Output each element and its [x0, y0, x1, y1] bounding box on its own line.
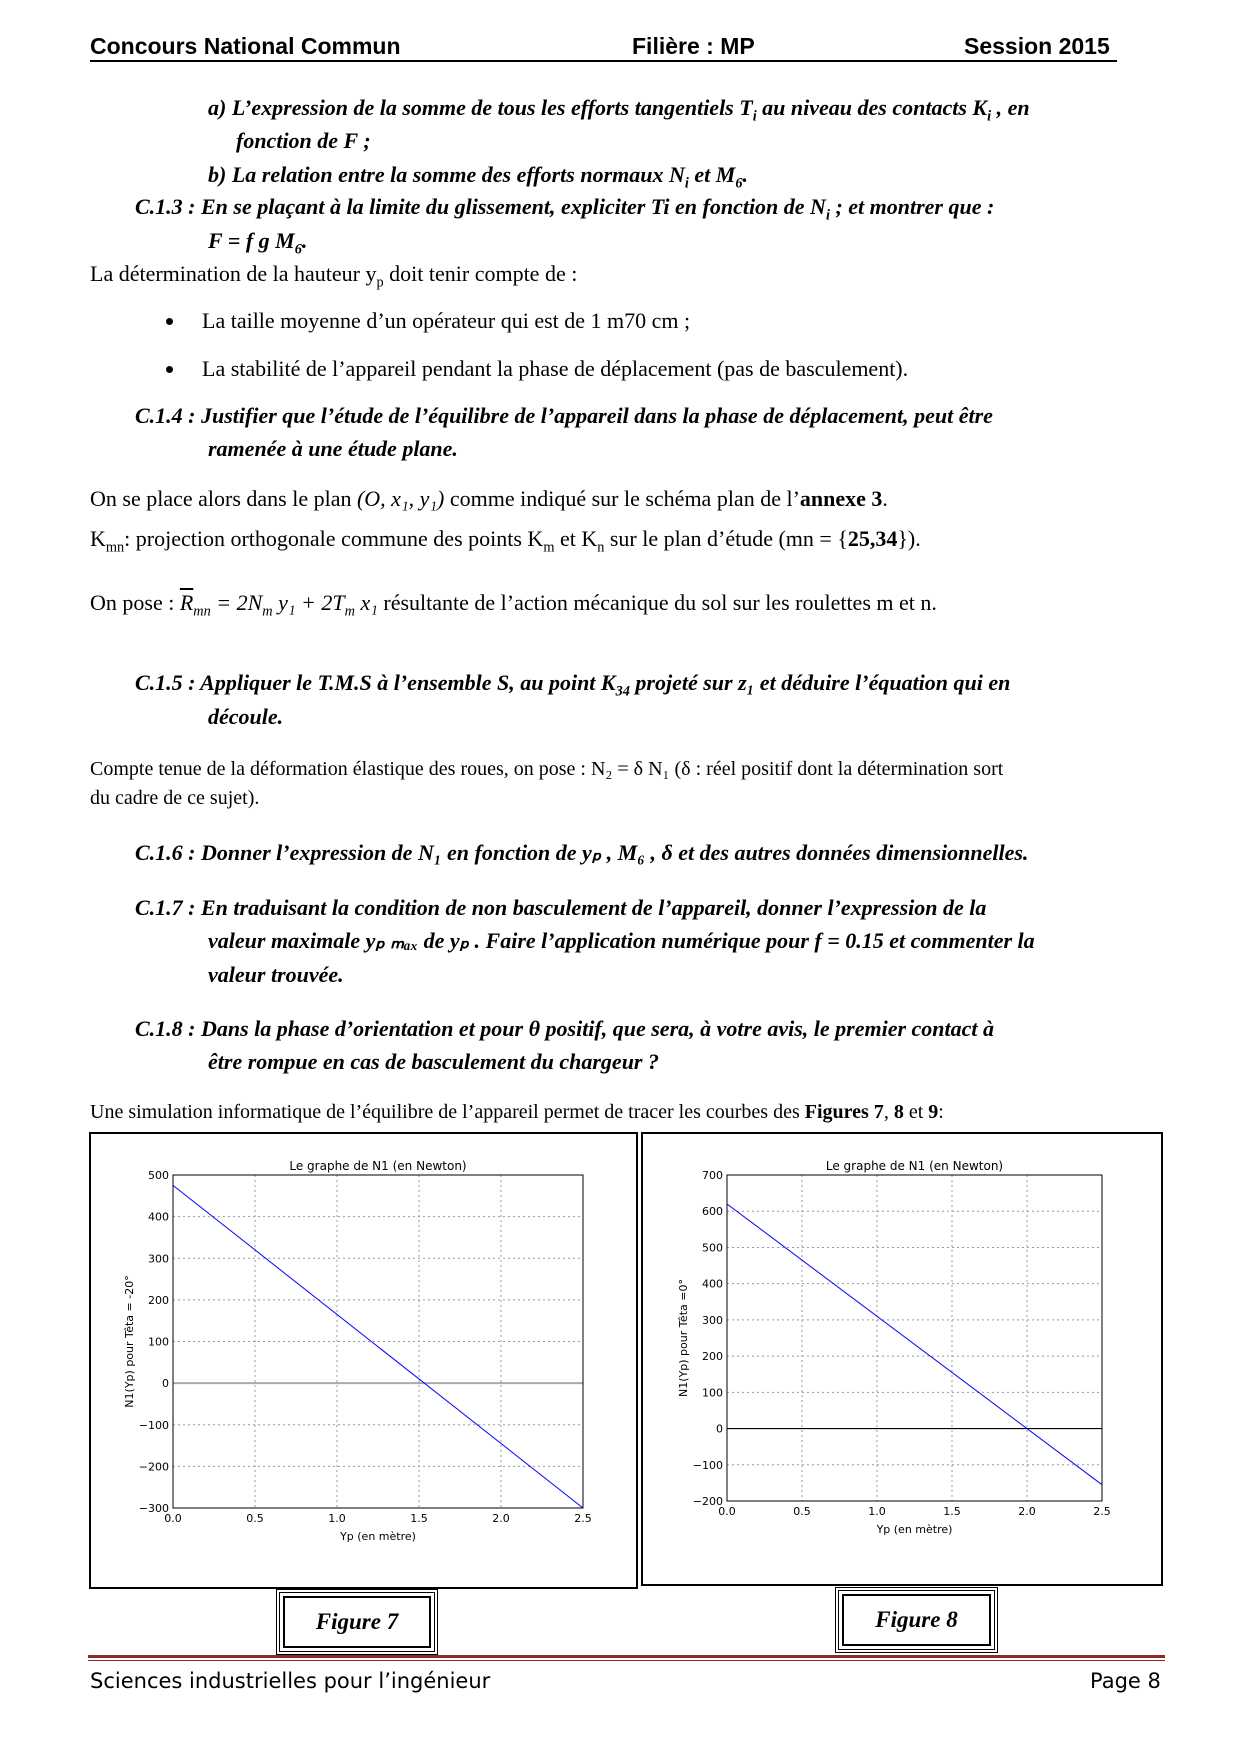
- y-tick-label: 400: [702, 1277, 723, 1291]
- bullet-item: La taille moyenne d’un opérateur qui est de 1 m70 cm ;: [202, 308, 691, 333]
- hauteur-text: La détermination de la hauteur $y_p$ doit tenir compte de :: [90, 261, 578, 291]
- header-contest: Concours National Commun: [90, 33, 401, 59]
- figure-7-frame: [89, 1132, 638, 1589]
- footer-rule: [88, 1655, 1165, 1658]
- x-axis-label: Yp (en mètre): [340, 1530, 416, 1543]
- y-tick-label: 500: [702, 1241, 723, 1255]
- chart-title: Le graphe de N1 (en Newton): [825, 1159, 1004, 1173]
- kmn-text: $K_{mn}$: projection orthogonale commune des points $K_m$ et $K_n$ sur le plan d’étude (mn = {25,34}).: [90, 526, 921, 556]
- y-tick-label: 700: [702, 1169, 723, 1182]
- y-tick-label: −100: [138, 1418, 169, 1432]
- x-tick-label: 0.0: [164, 1512, 182, 1525]
- y-tick-label: 300: [702, 1313, 723, 1327]
- question-b: b) La relation entre la somme des efforts normaux $N_i$ et $M_6$.: [208, 162, 748, 192]
- figure-8-label: Figure 8: [835, 1587, 998, 1653]
- y-tick-label: 0: [716, 1422, 723, 1436]
- x-tick-label: 2.5: [1093, 1505, 1111, 1518]
- figure-7-chart: [91, 1134, 636, 1587]
- bullet-icon: [166, 318, 173, 325]
- y-tick-label: 400: [148, 1210, 169, 1224]
- question-c17-cont2: valeur trouvée.: [208, 962, 344, 987]
- y-tick-label: 500: [148, 1169, 169, 1182]
- x-tick-label: 1.0: [328, 1512, 346, 1525]
- y-tick-label: 100: [702, 1386, 723, 1400]
- x-tick-label: 0.5: [793, 1505, 811, 1518]
- question-c15-cont: découle.: [208, 704, 284, 729]
- footer-rule-thin: [88, 1660, 1165, 1661]
- figure-7-label: Figure 7: [276, 1589, 438, 1655]
- x-tick-label: 2.0: [492, 1512, 510, 1525]
- y-tick-label: −200: [138, 1460, 169, 1474]
- x-tick-label: 1.0: [868, 1505, 886, 1518]
- x-tick-label: 2.0: [1018, 1505, 1036, 1518]
- simulation-text: Une simulation informatique de l’équilibre de l’appareil permet de tracer les courbes des Figures 7, 8 et 9:: [90, 1101, 944, 1123]
- header-rule: [90, 60, 1117, 62]
- x-axis-label: Yp (en mètre): [876, 1523, 953, 1536]
- y-axis-label: N1(Yp) pour Têta =0°: [677, 1279, 690, 1397]
- question-a: a) L’expression de la somme de tous les efforts tangentiels $T_i$ au niveau des contacts $K_i$ , en: [208, 95, 1030, 125]
- x-tick-label: 1.5: [943, 1505, 961, 1518]
- series-line-n1: [727, 1204, 1102, 1485]
- bullet-icon: [166, 366, 173, 373]
- question-c18: C.1.8 : Dans la phase d’orientation et pour θ positif, que sera, à votre avis, le premier contact à: [135, 1016, 995, 1041]
- question-c14: C.1.4 : Justifier que l’étude de l’équilibre de l’appareil dans la phase de déplacement, peut être: [135, 403, 993, 428]
- question-c17-cont: valeur maximale yₚ ₘₐₓ de yₚ . Faire l’application numérique pour f = 0.15 et commenter la: [208, 928, 1035, 953]
- y-tick-label: 100: [148, 1335, 169, 1349]
- question-c13: C.1.3 : En se plaçant à la limite du glissement, expliciter Ti en fonction de $N_i$ ; et montrer que :: [135, 194, 995, 224]
- y-tick-label: 200: [148, 1293, 169, 1307]
- y-tick-label: 0: [162, 1377, 169, 1391]
- question-a-cont: fonction de F ;: [236, 128, 371, 153]
- compte-text: Compte tenue de la déformation élastique des roues, on pose : N₂ = δ N₁ (δ : réel positif dont la détermination sort: [90, 758, 1004, 780]
- plan-text: On se place alors dans le plan (O, x₁, y₁) comme indiqué sur le schéma plan de l’annexe 3.: [90, 486, 888, 511]
- bullet-item: La stabilité de l’appareil pendant la phase de déplacement (pas de basculement).: [202, 356, 909, 381]
- formula-f: F = f g $M_6$.: [208, 228, 308, 258]
- question-c15: C.1.5 : Appliquer le T.M.S à l’ensemble S, au point $K_{34}$ projeté sur z₁ et déduire l’équation qui en: [135, 670, 1011, 700]
- question-c17: C.1.7 : En traduisant la condition de non basculement de l’appareil, donner l’expression de la: [135, 895, 987, 920]
- y-tick-label: −300: [138, 1502, 169, 1515]
- question-c18-cont: être rompue en cas de basculement du chargeur ?: [208, 1049, 659, 1074]
- series-line-n1: [173, 1185, 583, 1508]
- x-tick-label: 0.5: [246, 1512, 264, 1525]
- x-tick-label: 0.0: [718, 1505, 736, 1518]
- question-c14-cont: ramenée à une étude plane.: [208, 436, 458, 461]
- y-axis-label: N1(Yp) pour Têta = -20°: [123, 1275, 136, 1408]
- header-filiere: Filière : MP: [632, 33, 755, 59]
- compte-text-cont: du cadre de ce sujet).: [90, 787, 260, 809]
- x-tick-label: 2.5: [574, 1512, 592, 1525]
- y-tick-label: −100: [692, 1458, 723, 1472]
- y-tick-label: 600: [702, 1205, 723, 1219]
- figure-8-chart: [643, 1134, 1161, 1584]
- y-tick-label: 200: [702, 1350, 723, 1364]
- figure-8-frame: [641, 1132, 1163, 1586]
- x-tick-label: 1.5: [410, 1512, 428, 1525]
- chart-title: Le graphe de N1 (en Newton): [289, 1159, 467, 1173]
- y-tick-label: 300: [148, 1252, 169, 1266]
- footer-subject: Sciences industrielles pour l’ingénieur: [90, 1669, 491, 1693]
- footer-page: Page 8: [1090, 1669, 1161, 1693]
- question-c16: C.1.6 : Donner l’expression de N₁ en fonction de yₚ , M₆ , δ et des autres données dimensionnelles.: [135, 840, 1029, 865]
- header-session: Session 2015: [964, 33, 1110, 59]
- plot-area: [727, 1175, 1102, 1501]
- y-tick-label: −200: [692, 1495, 723, 1508]
- pose-text: On pose : $\overline{R}_{mn} = 2N_m$ $y_1 + 2T_m$ x₁ résultante de l’action mécanique du sol sur les roulettes m et n.: [90, 590, 937, 620]
